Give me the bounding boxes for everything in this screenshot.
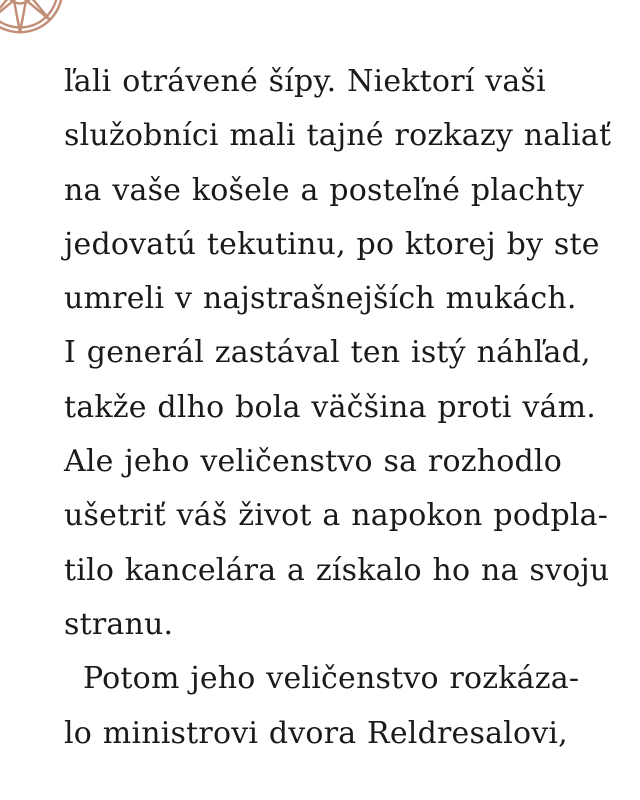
text-line: jedovatú tekutinu, po ktorej by ste [64,226,600,262]
text-line: ľali otrávené šípy. Niektorí vaši [64,64,546,99]
text-line: služobníci mali tajné rozkazy naliať [64,118,612,154]
text-line: na vaše košele a posteľné plachty [64,172,585,208]
text-line: takže dlho bola väčšina proti vám. [64,389,596,425]
compass-rose-icon [0,0,68,38]
paragraph-start-line: Potom jeho veličenstvo rozkáza- [83,661,580,697]
text-line: umreli v najstrašnejších mukách. [64,281,577,317]
text-line: Ale jeho veličenstvo sa rozhodlo [64,444,562,480]
text-line: lo ministrovi dvora Reldresalovi, [64,715,568,751]
text-line: tilo kancelára a získalo ho na svoju [64,552,610,588]
body-text [64,55,624,761]
text-line: stranu. [64,606,174,642]
text-line: ušetriť váš život a napokon podpla- [64,498,609,534]
text-line: I generál zastával ten istý náhľad, [64,335,591,371]
